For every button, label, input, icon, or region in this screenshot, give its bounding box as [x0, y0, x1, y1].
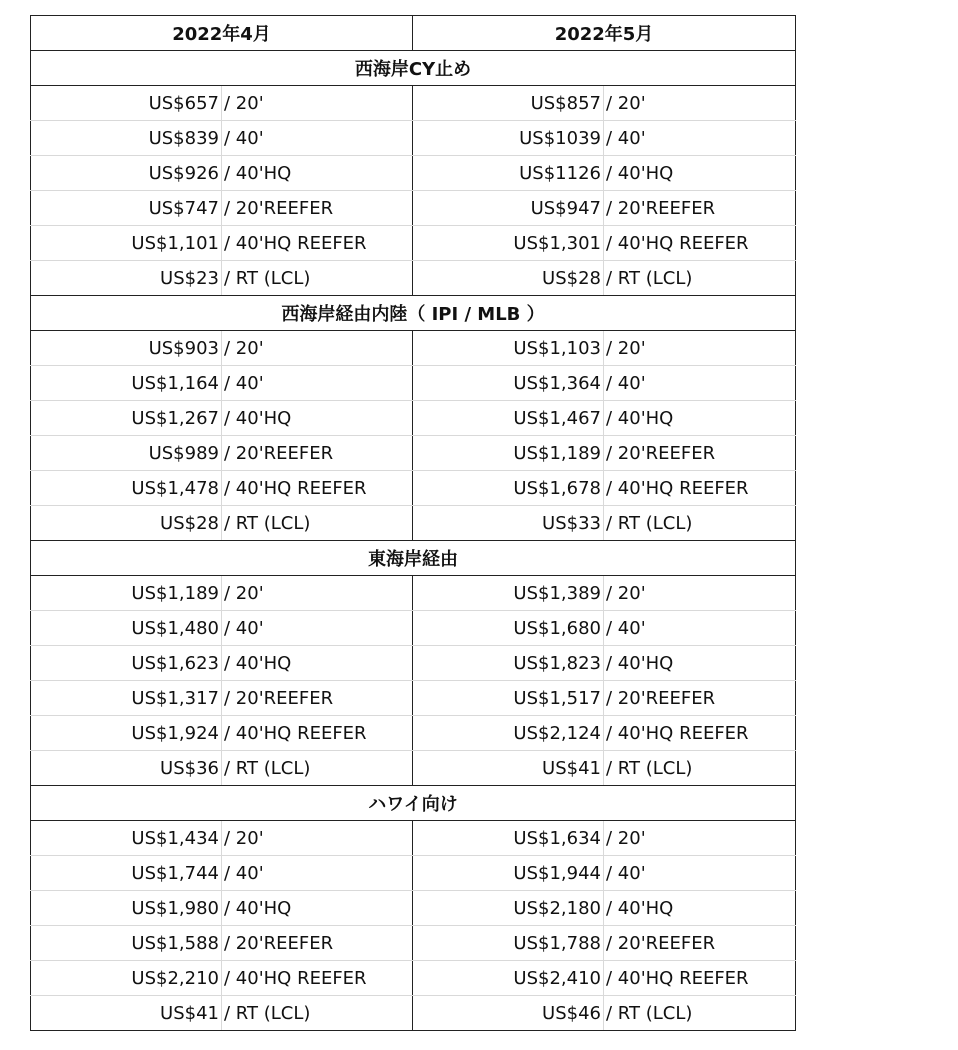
rate-row [31, 926, 796, 961]
april-unit: / 40' [222, 121, 413, 156]
april-unit: / 40' [222, 856, 413, 891]
may-unit: / 40'HQ [604, 891, 796, 926]
april-unit: / RT (LCL) [222, 261, 413, 296]
april-unit: / 40'HQ REEFER [222, 226, 413, 261]
may-rate: US$1,103 [413, 331, 604, 366]
may-rate: US$1,517 [413, 681, 604, 716]
rate-row [31, 401, 796, 436]
april-rate: US$1,434 [31, 821, 222, 856]
may-rate: US$1,788 [413, 926, 604, 961]
april-rate: US$989 [31, 436, 222, 471]
april-rate: US$1,189 [31, 576, 222, 611]
april-unit: / 20' [222, 576, 413, 611]
rate-row [31, 996, 796, 1031]
may-rate: US$1,634 [413, 821, 604, 856]
may-unit: / 40' [604, 121, 796, 156]
may-unit: / 20' [604, 331, 796, 366]
rate-body [31, 51, 796, 1031]
may-rate: US$2,180 [413, 891, 604, 926]
rate-row [31, 611, 796, 646]
rate-row [31, 471, 796, 506]
may-unit: / 40'HQ REEFER [604, 716, 796, 751]
may-rate: US$1,301 [413, 226, 604, 261]
april-unit: / 20'REEFER [222, 926, 413, 961]
april-unit: / 40'HQ REEFER [222, 471, 413, 506]
april-rate: US$926 [31, 156, 222, 191]
rate-row [31, 156, 796, 191]
april-unit: / 40'HQ [222, 891, 413, 926]
may-header: 2022年5月 [413, 16, 796, 51]
may-unit: / 20'REEFER [604, 681, 796, 716]
may-unit: / 20'REEFER [604, 436, 796, 471]
section-title: 東海岸経由 [31, 541, 796, 576]
rate-row [31, 891, 796, 926]
april-rate: US$1,101 [31, 226, 222, 261]
april-rate: US$1,588 [31, 926, 222, 961]
rate-row [31, 331, 796, 366]
freight-rate-table [30, 15, 796, 1031]
rate-row [31, 681, 796, 716]
may-rate: US$46 [413, 996, 604, 1031]
rate-row [31, 856, 796, 891]
section-header-row [31, 296, 796, 331]
april-unit: / 20'REEFER [222, 436, 413, 471]
april-unit: / 20' [222, 821, 413, 856]
may-unit: / 20'REEFER [604, 926, 796, 961]
may-rate: US$28 [413, 261, 604, 296]
may-rate: US$1,944 [413, 856, 604, 891]
april-rate: US$41 [31, 996, 222, 1031]
may-unit: / 40'HQ [604, 646, 796, 681]
may-rate: US$33 [413, 506, 604, 541]
april-rate: US$2,210 [31, 961, 222, 996]
rate-row [31, 191, 796, 226]
april-unit: / 40'HQ REEFER [222, 716, 413, 751]
april-unit: / 40'HQ [222, 401, 413, 436]
may-rate: US$1,823 [413, 646, 604, 681]
may-rate: US$1,680 [413, 611, 604, 646]
rate-row [31, 436, 796, 471]
april-rate: US$1,744 [31, 856, 222, 891]
may-rate: US$857 [413, 86, 604, 121]
may-unit: / RT (LCL) [604, 751, 796, 786]
may-unit: / 20' [604, 821, 796, 856]
may-unit: / 40' [604, 611, 796, 646]
rate-row [31, 366, 796, 401]
april-unit: / 20' [222, 86, 413, 121]
april-rate: US$839 [31, 121, 222, 156]
may-unit: / 40'HQ [604, 401, 796, 436]
section-title: ハワイ向け [31, 786, 796, 821]
may-unit: / RT (LCL) [604, 996, 796, 1031]
april-rate: US$657 [31, 86, 222, 121]
april-unit: / 40'HQ REEFER [222, 961, 413, 996]
april-unit: / RT (LCL) [222, 506, 413, 541]
section-title: 西海岸経由内陸（ IPI / MLB ） [31, 296, 796, 331]
rate-row [31, 86, 796, 121]
may-unit: / 20'REEFER [604, 191, 796, 226]
rate-row [31, 576, 796, 611]
april-rate: US$1,478 [31, 471, 222, 506]
may-unit: / 20' [604, 86, 796, 121]
april-rate: US$36 [31, 751, 222, 786]
may-unit: / RT (LCL) [604, 261, 796, 296]
april-unit: / 40' [222, 611, 413, 646]
april-rate: US$28 [31, 506, 222, 541]
april-unit: / 40' [222, 366, 413, 401]
section-header-row [31, 541, 796, 576]
section-title: 西海岸CY止め [31, 51, 796, 86]
rate-row [31, 226, 796, 261]
month-header-row [31, 16, 796, 51]
april-rate: US$1,480 [31, 611, 222, 646]
rate-row [31, 961, 796, 996]
may-rate: US$947 [413, 191, 604, 226]
may-rate: US$1,678 [413, 471, 604, 506]
april-unit: / 20'REEFER [222, 681, 413, 716]
may-rate: US$1126 [413, 156, 604, 191]
may-unit: / 20' [604, 576, 796, 611]
april-rate: US$903 [31, 331, 222, 366]
april-rate: US$1,623 [31, 646, 222, 681]
may-rate: US$1,467 [413, 401, 604, 436]
april-rate: US$1,924 [31, 716, 222, 751]
rate-row [31, 121, 796, 156]
may-rate: US$2,410 [413, 961, 604, 996]
rate-row [31, 716, 796, 751]
rate-row [31, 261, 796, 296]
april-rate: US$1,164 [31, 366, 222, 401]
april-unit: / RT (LCL) [222, 751, 413, 786]
may-unit: / 40' [604, 366, 796, 401]
april-unit: / 40'HQ [222, 646, 413, 681]
may-unit: / 40'HQ REEFER [604, 961, 796, 996]
may-rate: US$2,124 [413, 716, 604, 751]
april-rate: US$1,267 [31, 401, 222, 436]
may-rate: US$1039 [413, 121, 604, 156]
april-unit: / 20'REEFER [222, 191, 413, 226]
rate-row [31, 646, 796, 681]
april-rate: US$1,980 [31, 891, 222, 926]
may-rate: US$1,189 [413, 436, 604, 471]
section-header-row [31, 786, 796, 821]
april-rate: US$23 [31, 261, 222, 296]
may-unit: / RT (LCL) [604, 506, 796, 541]
may-unit: / 40'HQ REEFER [604, 471, 796, 506]
may-unit: / 40'HQ [604, 156, 796, 191]
may-unit: / 40' [604, 856, 796, 891]
april-rate: US$1,317 [31, 681, 222, 716]
april-unit: / RT (LCL) [222, 996, 413, 1031]
section-header-row [31, 51, 796, 86]
april-header: 2022年4月 [31, 16, 413, 51]
april-unit: / 20' [222, 331, 413, 366]
rate-row [31, 821, 796, 856]
may-rate: US$41 [413, 751, 604, 786]
rate-row [31, 751, 796, 786]
may-rate: US$1,364 [413, 366, 604, 401]
may-unit: / 40'HQ REEFER [604, 226, 796, 261]
rate-row [31, 506, 796, 541]
april-rate: US$747 [31, 191, 222, 226]
april-unit: / 40'HQ [222, 156, 413, 191]
may-rate: US$1,389 [413, 576, 604, 611]
